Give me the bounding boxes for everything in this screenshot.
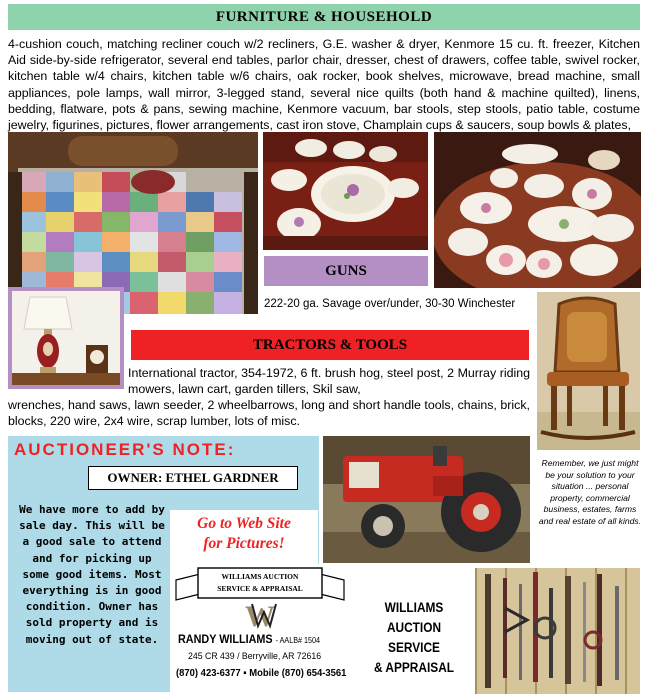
website-callout-line2: for Pictures!	[203, 535, 285, 552]
website-callout[interactable]	[170, 510, 318, 564]
lamp-clock-photo	[8, 287, 124, 389]
logo-line2: SERVICE & APPRAISAL	[217, 584, 303, 593]
mobile-number[interactable]: ▪ Mobile (870) 654-3561	[243, 667, 347, 679]
china-dishes-photo	[263, 132, 428, 250]
auctioneer-name	[178, 632, 320, 646]
company-logo	[170, 564, 350, 634]
company-name-line1: WILLIAMS	[384, 600, 444, 615]
company-address: 245 CR 439 / Berryville, AR 72616	[188, 651, 322, 662]
remember-text: Remember, we just might be your solution to your situation ... personal property, commercial business, estates, farms and real estate of all kinds.	[538, 458, 642, 526]
company-name-line3: & APPRAISAL	[373, 660, 455, 675]
license-number: - AALB# 1504	[275, 636, 321, 645]
auctioneer-note-text: We have more to add by sale day. This will be a good sale to attend and for picking up some good items. Most everything is in good condition. Owner has sold property and is moving out of state.	[19, 503, 165, 646]
guns-items-text: 222-20 ga. Savage over/under, 30-30 Winchester	[264, 298, 516, 310]
auctioneer-name-text: RANDY WILLIAMS	[178, 632, 273, 646]
company-name-block	[364, 598, 464, 678]
logo-letter: W	[245, 600, 275, 633]
furniture-household-heading: FURNITURE & HOUSEHOLD	[8, 4, 640, 30]
tractor-photo	[323, 436, 530, 563]
auctioneer-note-title: AUCTIONEER'S NOTE:	[14, 440, 236, 459]
tractors-items-text-1: International tractor, 354-1972, 6 ft. brush hog, steel post, 2 Murray riding mowers, lawn cart, garden tillers, Skil saw,	[128, 366, 530, 397]
tractors-items-text-2: wrenches, hand saws, lawn seeder, 2 wheelbarrows, long and short handle tools, chains, brick, blocks, 220 wire, 2x4 wire, scrap lumber, lots of misc.	[8, 398, 530, 429]
company-name-line2: AUCTION SERVICE	[386, 620, 442, 655]
logo-line1: WILLIAMS AUCTION	[221, 572, 299, 581]
dinnerware-table-photo	[434, 132, 641, 288]
furniture-items-text: 4-cushion couch, matching recliner couch w/2 recliners, G.E. washer & dryer, Kenmore 15 cu. ft. freezer, Kitchen Aid side-by-side refrigerator, several end tables, parlor chair, dresser, chest of drawers, coffee table, swivel rocker, kitchen table w/4 chairs, kitchen table w/6 chairs, oak rocker, book shelves, microwave, bread machine, small appliances, pole lamps, wall mirror, 3-legged stand, several nice quilts (both hand & machine quilted), linens, bedding, flatware, pots & pans, sewing machine, Kenmore vacuum, bar stools, step stools, patio table, costume jewelry, figurines, pictures, flower arrangements, cast iron stove, Champlain cups & saucers, soup bowls & plates,	[8, 37, 640, 133]
owner-label: OWNER: ETHEL GARDNER	[88, 466, 298, 490]
website-callout-line1: Go to Web Site	[197, 515, 291, 532]
hand-tools-photo	[475, 568, 640, 694]
company-phones	[176, 667, 346, 679]
phone-number[interactable]: (870) 423-6377	[176, 667, 241, 679]
rocking-chair-photo	[537, 292, 640, 450]
tractors-tools-heading: TRACTORS & TOOLS	[131, 330, 529, 360]
guns-heading: GUNS	[264, 256, 428, 286]
